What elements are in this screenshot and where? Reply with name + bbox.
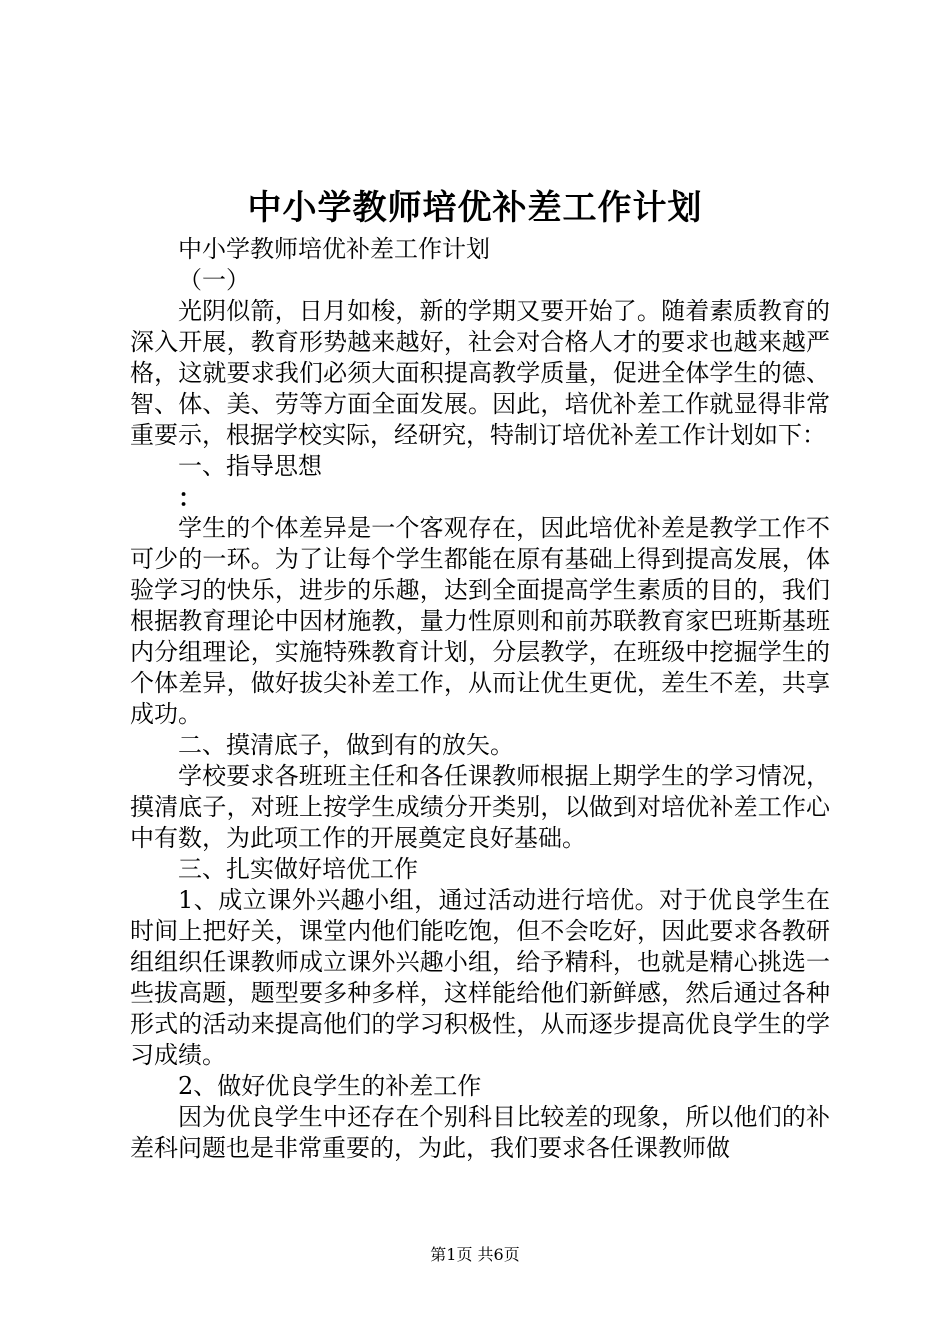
- colon-line: ：: [178, 483, 202, 512]
- guiding-ideology-paragraph: 学生的个体差异是一个客观存在，因此培优补差是教学工作不可少的一环。为了让每个学生都能在原有基础上得到提高发展，体验学习的快乐，进步的乐趣，达到全面提高学生素质的目的，我们根据教育理论中因材施教，量力性原则和前苏联教育家巴班斯基班内分组理论，实施特殊教育计划，分层教学，在班级中挖掘学生的个体差异，做好拔尖补差工作，从而让优生更优，差生不差，共享成功。: [130, 514, 830, 728]
- heading-top-students-work: 三、扎实做好培优工作: [178, 855, 418, 883]
- document-title: 中小学教师培优补差工作计划: [247, 188, 703, 228]
- know-the-basics-paragraph: 学校要求各班班主任和各任课教师根据上期学生的学习情况，摸清底子，对班上按学生成绩分开类别，以做到对培优补差工作心中有数，为此项工作的开展奠定良好基础。: [130, 762, 830, 852]
- heading-remedial-work: 2、做好优良学生的补差工作: [178, 1072, 482, 1100]
- heading-guiding-ideology: 一、指导思想: [178, 452, 322, 480]
- heading-know-the-basics: 二、摸清底子，做到有的放矢。: [178, 731, 514, 759]
- intro-paragraph: 光阴似箭，日月如梭，新的学期又要开始了。随着素质教育的深入开展，教育形势越来越好，社会对合格人才的要求也越来越严格，这就要求我们必须大面积提高教学质量，促进全体学生的德、智、体、美、劳等方面全面发展。因此，培优补差工作就显得非常重要示，根据学校实际，经研究，特制订培优补差工作计划如下：: [130, 297, 830, 449]
- interest-groups-paragraph: 1、成立课外兴趣小组，通过活动进行培优。对于优良学生在时间上把好关，课堂内他们能吃饱，但不会吃好，因此要求各教研组组织任课教师成立课外兴趣小组，给予精科，也就是精心挑选一些拔高题，题型要多种多样，这样能给他们新鲜感，然后通过各种形式的活动来提高他们的学习积极性，从而逐步提高优良学生的学习成绩。: [130, 886, 830, 1069]
- page-footer: 第1页 共6页: [430, 1245, 520, 1264]
- document-body: [130, 234, 830, 1164]
- remedial-work-paragraph: 因为优良学生中还存在个别科目比较差的现象，所以他们的补差科问题也是非常重要的，为此，我们要求各任课教师做: [130, 1103, 830, 1162]
- body-subtitle: 中小学教师培优补差工作计划: [178, 235, 490, 263]
- section-number: （一）: [178, 266, 250, 294]
